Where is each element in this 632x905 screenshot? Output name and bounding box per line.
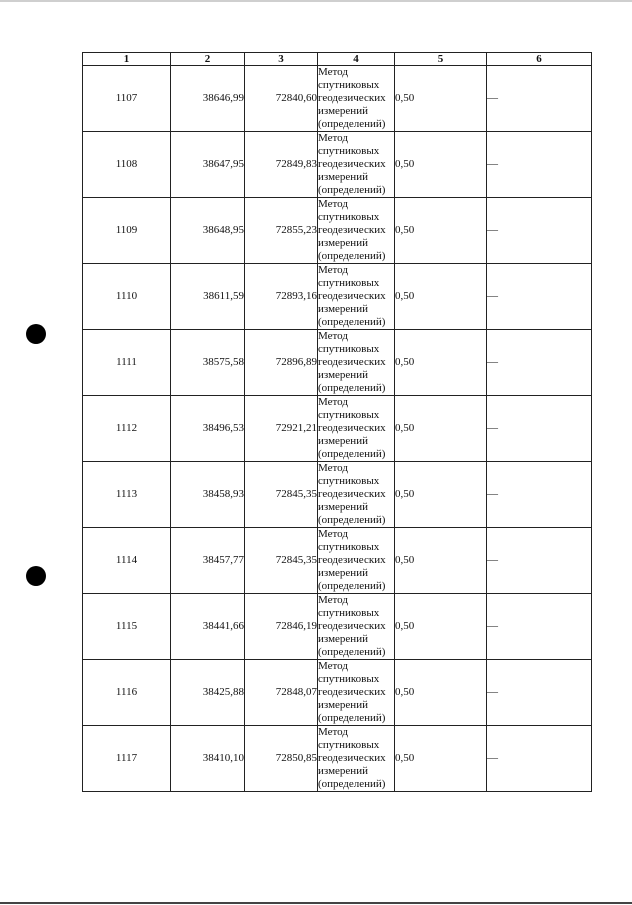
x-coordinate-cell: 38646,99 — [171, 66, 245, 132]
accuracy-cell: 0,50 — [395, 198, 487, 264]
method-line: геодезических — [318, 422, 386, 434]
method-cell — [318, 198, 395, 264]
table-row — [83, 264, 592, 330]
x-coordinate-cell: 38647,95 — [171, 132, 245, 198]
note-cell: — — [487, 594, 592, 660]
method-line: измерений — [318, 699, 368, 711]
method-line: спутниковых — [318, 739, 380, 751]
method-line: Метод — [318, 462, 348, 474]
method-line: (определений) — [318, 580, 386, 592]
accuracy-cell: 0,50 — [395, 132, 487, 198]
method-line: геодезических — [318, 158, 386, 170]
x-coordinate-cell: 38611,59 — [171, 264, 245, 330]
note-cell: — — [487, 528, 592, 594]
y-coordinate-cell: 72893,16 — [245, 264, 318, 330]
y-coordinate-cell: 72849,83 — [245, 132, 318, 198]
accuracy-cell: 0,50 — [395, 462, 487, 528]
method-line: измерений — [318, 303, 368, 315]
note-cell: — — [487, 660, 592, 726]
y-coordinate-cell: 72845,35 — [245, 462, 318, 528]
method-line: (определений) — [318, 448, 386, 460]
method-cell — [318, 528, 395, 594]
accuracy-cell: 0,50 — [395, 528, 487, 594]
point-number-cell: 1113 — [83, 462, 171, 528]
method-line: Метод — [318, 198, 348, 210]
method-line: (определений) — [318, 382, 386, 394]
method-line: геодезических — [318, 290, 386, 302]
accuracy-cell: 0,50 — [395, 594, 487, 660]
method-cell — [318, 396, 395, 462]
header-col-6: 6 — [487, 53, 592, 66]
method-line: Метод — [318, 66, 348, 78]
method-line: спутниковых — [318, 475, 380, 487]
method-line: измерений — [318, 171, 368, 183]
method-line: геодезических — [318, 224, 386, 236]
header-col-4: 4 — [318, 53, 395, 66]
header-col-2: 2 — [171, 53, 245, 66]
table-row — [83, 66, 592, 132]
method-line: спутниковых — [318, 277, 380, 289]
table-row — [83, 462, 592, 528]
y-coordinate-cell: 72848,07 — [245, 660, 318, 726]
method-line: (определений) — [318, 646, 386, 658]
method-line: геодезических — [318, 92, 386, 104]
point-number-cell: 1117 — [83, 726, 171, 792]
accuracy-cell: 0,50 — [395, 330, 487, 396]
method-line: спутниковых — [318, 673, 380, 685]
point-number-cell: 1114 — [83, 528, 171, 594]
method-line: Метод — [318, 660, 348, 672]
method-line: измерений — [318, 567, 368, 579]
y-coordinate-cell: 72921,21 — [245, 396, 318, 462]
method-line: спутниковых — [318, 145, 380, 157]
method-cell — [318, 264, 395, 330]
table-row — [83, 132, 592, 198]
x-coordinate-cell: 38575,58 — [171, 330, 245, 396]
method-line: измерений — [318, 237, 368, 249]
method-line: спутниковых — [318, 409, 380, 421]
method-line: Метод — [318, 726, 348, 738]
method-line: (определений) — [318, 184, 386, 196]
header-col-5: 5 — [395, 53, 487, 66]
method-line: геодезических — [318, 488, 386, 500]
accuracy-cell: 0,50 — [395, 264, 487, 330]
method-cell — [318, 726, 395, 792]
y-coordinate-cell: 72840,60 — [245, 66, 318, 132]
method-cell — [318, 462, 395, 528]
method-line: Метод — [318, 330, 348, 342]
method-line: геодезических — [318, 554, 386, 566]
table-row — [83, 198, 592, 264]
top-edge-line — [0, 0, 632, 2]
method-line: (определений) — [318, 316, 386, 328]
method-line: спутниковых — [318, 343, 380, 355]
method-line: Метод — [318, 594, 348, 606]
point-number-cell: 1112 — [83, 396, 171, 462]
note-cell: — — [487, 726, 592, 792]
y-coordinate-cell: 72845,35 — [245, 528, 318, 594]
point-number-cell: 1110 — [83, 264, 171, 330]
method-cell — [318, 594, 395, 660]
point-number-cell: 1107 — [83, 66, 171, 132]
method-line: измерений — [318, 501, 368, 513]
method-line: геодезических — [318, 356, 386, 368]
x-coordinate-cell: 38458,93 — [171, 462, 245, 528]
accuracy-cell: 0,50 — [395, 726, 487, 792]
coordinates-table — [82, 52, 592, 792]
note-cell: — — [487, 66, 592, 132]
x-coordinate-cell: 38648,95 — [171, 198, 245, 264]
method-line: геодезических — [318, 752, 386, 764]
method-line: измерений — [318, 369, 368, 381]
table-row — [83, 660, 592, 726]
header-col-1: 1 — [83, 53, 171, 66]
method-line: спутниковых — [318, 541, 380, 553]
point-number-cell: 1109 — [83, 198, 171, 264]
note-cell: — — [487, 396, 592, 462]
point-number-cell: 1108 — [83, 132, 171, 198]
bottom-edge-line — [0, 902, 632, 904]
y-coordinate-cell: 72855,23 — [245, 198, 318, 264]
table-header-row — [83, 53, 592, 66]
method-line: спутниковых — [318, 79, 380, 91]
method-line: геодезических — [318, 620, 386, 632]
x-coordinate-cell: 38441,66 — [171, 594, 245, 660]
method-line: измерений — [318, 435, 368, 447]
method-line: измерений — [318, 633, 368, 645]
method-line: Метод — [318, 396, 348, 408]
note-cell: — — [487, 264, 592, 330]
point-number-cell: 1115 — [83, 594, 171, 660]
table-row — [83, 528, 592, 594]
method-line: (определений) — [318, 712, 386, 724]
method-line: (определений) — [318, 778, 386, 790]
table-row — [83, 330, 592, 396]
y-coordinate-cell: 72896,89 — [245, 330, 318, 396]
header-col-3: 3 — [245, 53, 318, 66]
method-cell — [318, 330, 395, 396]
x-coordinate-cell: 38425,88 — [171, 660, 245, 726]
y-coordinate-cell: 72850,85 — [245, 726, 318, 792]
accuracy-cell: 0,50 — [395, 396, 487, 462]
method-line: (определений) — [318, 514, 386, 526]
table-row — [83, 594, 592, 660]
note-cell: — — [487, 462, 592, 528]
method-line: Метод — [318, 264, 348, 276]
method-cell — [318, 66, 395, 132]
method-line: измерений — [318, 105, 368, 117]
method-line: Метод — [318, 528, 348, 540]
accuracy-cell: 0,50 — [395, 660, 487, 726]
note-cell: — — [487, 330, 592, 396]
binder-hole — [26, 324, 46, 344]
x-coordinate-cell: 38410,10 — [171, 726, 245, 792]
method-line: геодезических — [318, 686, 386, 698]
method-line: (определений) — [318, 250, 386, 262]
point-number-cell: 1116 — [83, 660, 171, 726]
note-cell: — — [487, 198, 592, 264]
x-coordinate-cell: 38496,53 — [171, 396, 245, 462]
method-line: (определений) — [318, 118, 386, 130]
method-line: Метод — [318, 132, 348, 144]
method-line: спутниковых — [318, 211, 380, 223]
accuracy-cell: 0,50 — [395, 66, 487, 132]
table-row — [83, 726, 592, 792]
method-cell — [318, 660, 395, 726]
point-number-cell: 1111 — [83, 330, 171, 396]
table-body — [83, 66, 592, 792]
method-line: измерений — [318, 765, 368, 777]
note-cell: — — [487, 132, 592, 198]
y-coordinate-cell: 72846,19 — [245, 594, 318, 660]
table-row — [83, 396, 592, 462]
method-cell — [318, 132, 395, 198]
binder-hole — [26, 566, 46, 586]
method-line: спутниковых — [318, 607, 380, 619]
x-coordinate-cell: 38457,77 — [171, 528, 245, 594]
